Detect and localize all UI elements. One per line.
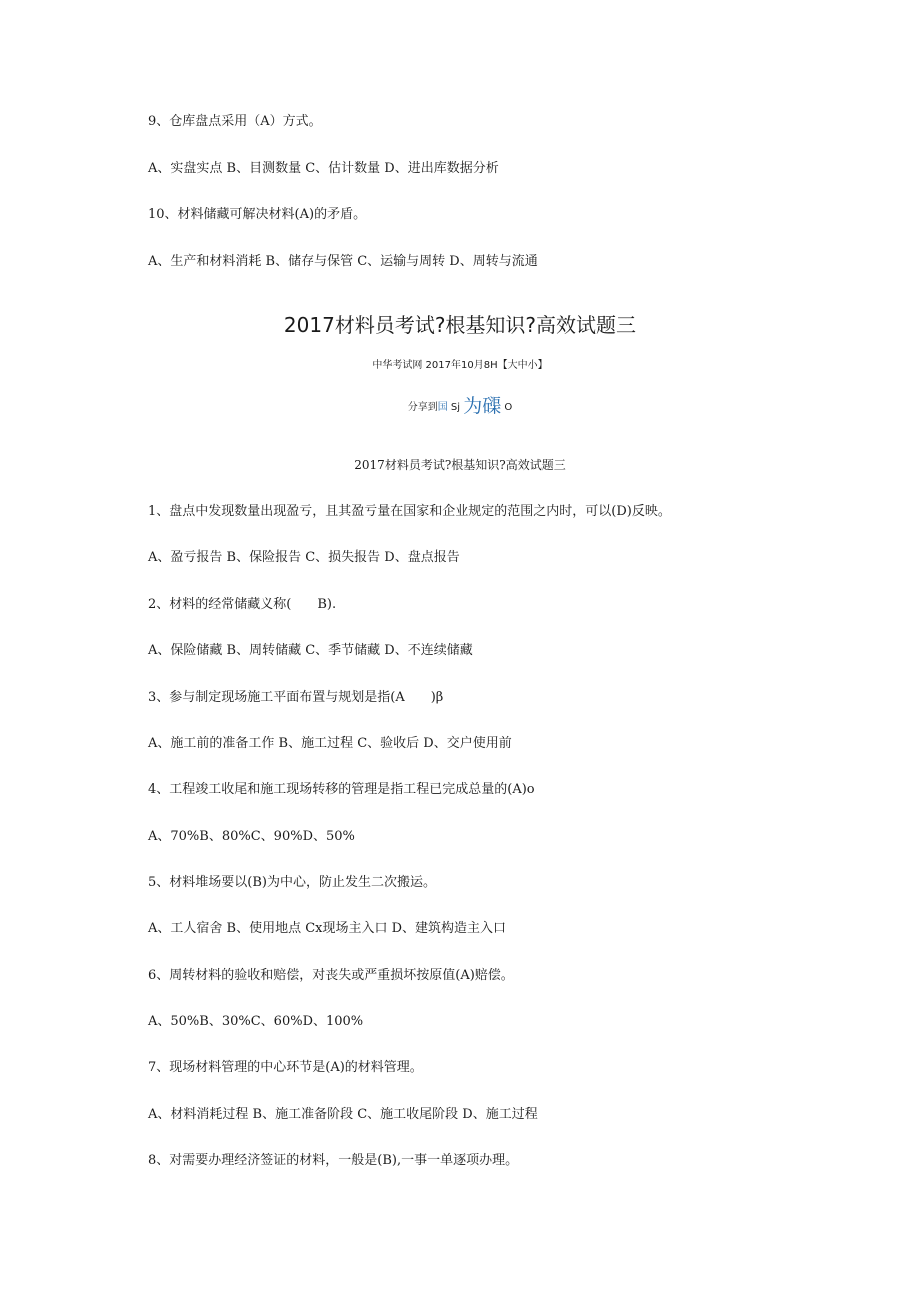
share-label: 分享到 bbox=[407, 402, 438, 413]
question-9-options: A、实盘实点 B、目测数量 C、估计数量 D、进出库数据分析 bbox=[148, 161, 499, 176]
question-10: 10、材料储藏可解决材料(A)的矛盾。 bbox=[148, 207, 367, 222]
question-4: 4、工程竣工收尾和施工现场转移的管理是指工程已完成总量的(A)o bbox=[148, 782, 535, 797]
question-3: 3、参与制定现场施工平面布置与规划是指(A )β bbox=[148, 690, 444, 705]
question-7: 7、现场材料管理的中心环节是(A)的材料管理。 bbox=[148, 1060, 423, 1075]
question-5-options: A、工人宿舍 B、使用地点 Cx现场主入口 D、建筑构造主入口 bbox=[148, 921, 507, 936]
question-1: 1、盘点中发现数量出现盈亏，且其盈亏量在国家和企业规定的范围之内时，可以(D)反映。 bbox=[148, 504, 671, 519]
question-5: 5、材料堆场要以(B)为中心，防止发生二次搬运。 bbox=[148, 875, 436, 890]
article-title: 2017材料员考试?根基知识?高效试题三 bbox=[283, 313, 637, 337]
question-1-options: A、盈亏报告 B、保险报告 C、损失报告 D、盘点报告 bbox=[148, 550, 460, 565]
share-text: Sj bbox=[447, 402, 464, 413]
question-2: 2、材料的经常储藏义称( B). bbox=[148, 597, 337, 612]
question-4-options: A、70%B、80%C、90%D、50% bbox=[148, 829, 355, 844]
question-3-options: A、施工前的准备工作 B、施工过程 C、验收后 D、交户使用前 bbox=[148, 736, 512, 751]
question-7-options: A、材料消耗过程 B、施工准备阶段 C、施工收尾阶段 D、施工过程 bbox=[148, 1107, 538, 1122]
question-6-options: A、50%B、30%C、60%D、100% bbox=[148, 1014, 364, 1029]
question-8: 8、对需要办理经济签证的材料，一般是(B),一事一单逐项办理。 bbox=[148, 1153, 519, 1168]
share-bar bbox=[0, 393, 920, 421]
share-logo[interactable]: 为磲 bbox=[463, 395, 502, 417]
question-10-options: A、生产和材料消耗 B、储存与保管 C、运输与周转 D、周转与流通 bbox=[148, 254, 538, 269]
question-9: 9、仓库盘点采用（A）方式。 bbox=[148, 114, 322, 129]
article-meta: 中华考试网 2017年10月8H【大中小】 bbox=[372, 360, 548, 371]
article-subtitle: 2017材料员考试?根基知识?高效试题三 bbox=[354, 458, 566, 472]
share-suffix: O bbox=[501, 402, 513, 413]
question-6: 6、周转材料的验收和赔偿，对丧失或严重损坏按原值(A)赔偿。 bbox=[148, 968, 514, 983]
share-icon[interactable]: 国 bbox=[437, 402, 448, 413]
question-2-options: A、保险储藏 B、周转储藏 C、季节储藏 D、不连续储藏 bbox=[148, 643, 473, 658]
